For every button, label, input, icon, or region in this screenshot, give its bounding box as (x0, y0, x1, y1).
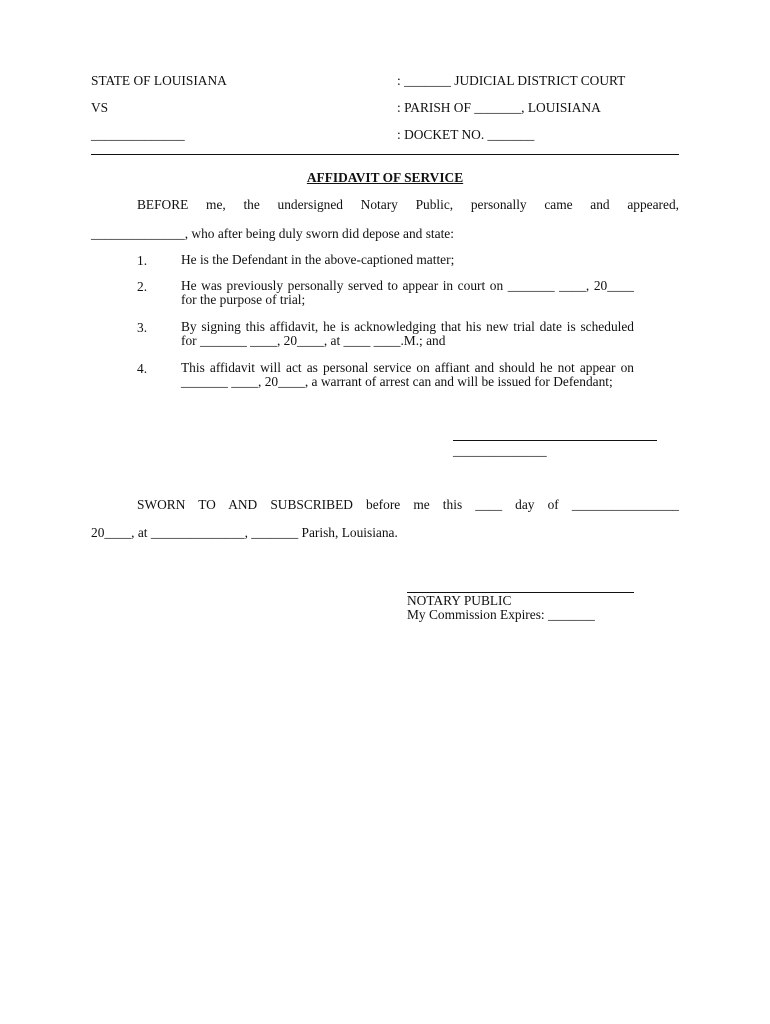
item-2-text: He was previously personally served to appear in court on _______ ____, 20____ for the purpose of trial; (181, 278, 634, 307)
caption-parish: : PARISH OF _______, LOUISIANA (397, 100, 601, 115)
caption-docket: : DOCKET NO. _______ (397, 127, 535, 142)
sworn-line-2: 20____, at ______________, _______ Parish, Louisiana. (91, 525, 398, 540)
sworn-line-1: SWORN TO AND SUBSCRIBED before me this ____ day of ________________ (137, 497, 679, 512)
caption-party-blank: ______________ (91, 127, 185, 142)
caption-vs: VS (91, 100, 109, 115)
item-4-text: This affidavit will act as personal service on affiant and should he not appear on _______ ____, 20____, a warrant of arrest can and will be issued for Defendant; (181, 360, 634, 389)
caption-divider (91, 154, 679, 155)
document-title: AFFIDAVIT OF SERVICE (306, 170, 464, 185)
notary-title: NOTARY PUBLIC (407, 593, 512, 608)
intro-line-1: BEFORE me, the undersigned Notary Public, personally came and appeared, (137, 197, 679, 212)
item-1-text: He is the Defendant in the above-captioned matter; (181, 252, 455, 267)
item-1-number: 1. (137, 253, 148, 268)
notary-commission: My Commission Expires: _______ (407, 607, 595, 622)
item-2-number: 2. (137, 279, 148, 294)
caption-state: STATE OF LOUISIANA (91, 73, 227, 88)
affiant-name-blank: ______________ (453, 443, 547, 458)
intro-line-2: ______________, who after being duly sworn did depose and state: (91, 226, 454, 241)
affiant-signature-line (453, 440, 657, 441)
caption-court: : _______ JUDICIAL DISTRICT COURT (397, 73, 626, 88)
item-4-number: 4. (137, 361, 148, 376)
item-3-number: 3. (137, 320, 148, 335)
item-3-text: By signing this affidavit, he is acknowledging that his new trial date is scheduled for _______ ____, 20____, at ____ ____.M.; and (181, 319, 634, 348)
